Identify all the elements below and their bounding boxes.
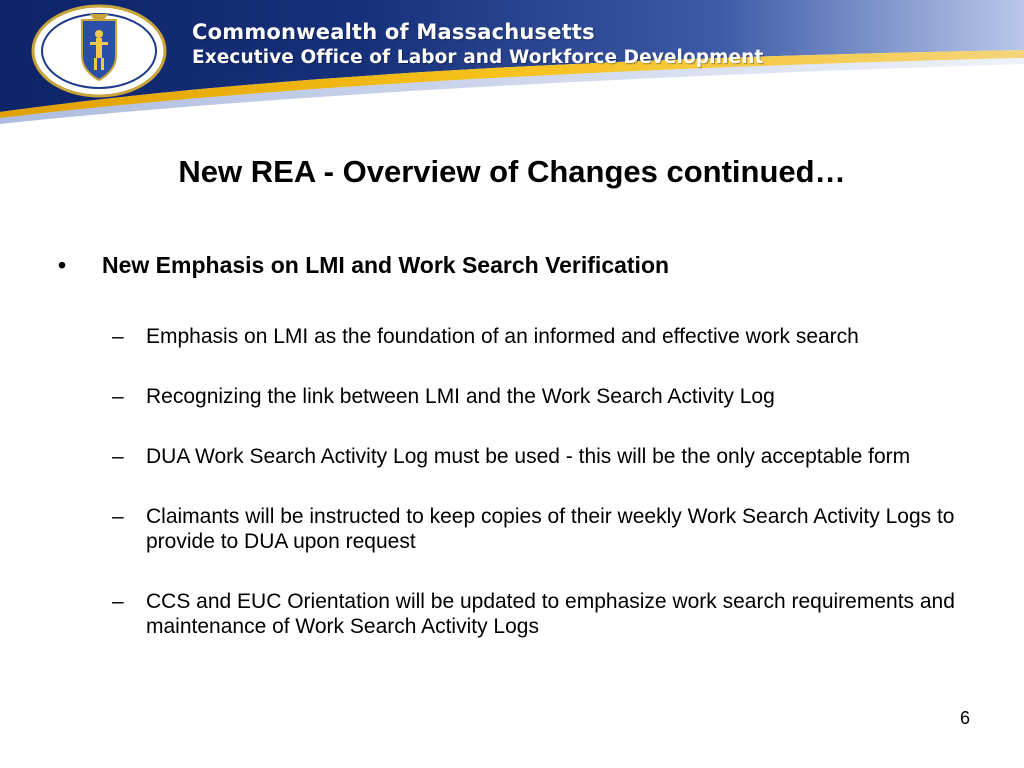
dash-icon: –: [112, 325, 124, 348]
massachusetts-seal-logo: [30, 4, 168, 98]
dash-icon: –: [112, 590, 124, 613]
header-text: [192, 20, 763, 70]
sub-bullet-text: Claimants will be instructed to keep copies of their weekly Work Search Activity Logs to provide to DUA upon request: [146, 505, 955, 553]
sub-bullet-item: [112, 504, 972, 554]
main-bullet-text: New Emphasis on LMI and Work Search Verification: [102, 252, 670, 278]
dash-icon: –: [112, 385, 124, 408]
dash-icon: –: [112, 445, 124, 468]
sub-bullet-item: [112, 589, 972, 639]
page-number: 6: [959, 708, 970, 728]
sub-bullet-item: [112, 444, 972, 469]
sub-bullet-text: Recognizing the link between LMI and the Work Search Activity Log: [146, 385, 775, 408]
sub-bullet-text: DUA Work Search Activity Log must be used - this will be the only acceptable form: [146, 445, 911, 468]
sub-bullet-item: [112, 384, 972, 409]
sub-bullet-text: CCS and EUC Orientation will be updated to emphasize work search requirements and maintenance of Work Search Activity Logs: [146, 590, 955, 638]
sub-bullet-text: Emphasis on LMI as the foundation of an informed and effective work search: [146, 325, 859, 348]
sub-bullet-item: [112, 324, 972, 349]
header-organization: Commonwealth of Massachusetts: [192, 20, 595, 44]
dash-icon: –: [112, 505, 124, 528]
header-banner: [0, 0, 1024, 124]
bullet-icon: •: [58, 252, 67, 278]
sub-bullet-list: [112, 324, 972, 674]
slide-title: New REA - Overview of Changes continued…: [178, 154, 846, 189]
header-office: Executive Office of Labor and Workforce Development: [192, 47, 764, 68]
